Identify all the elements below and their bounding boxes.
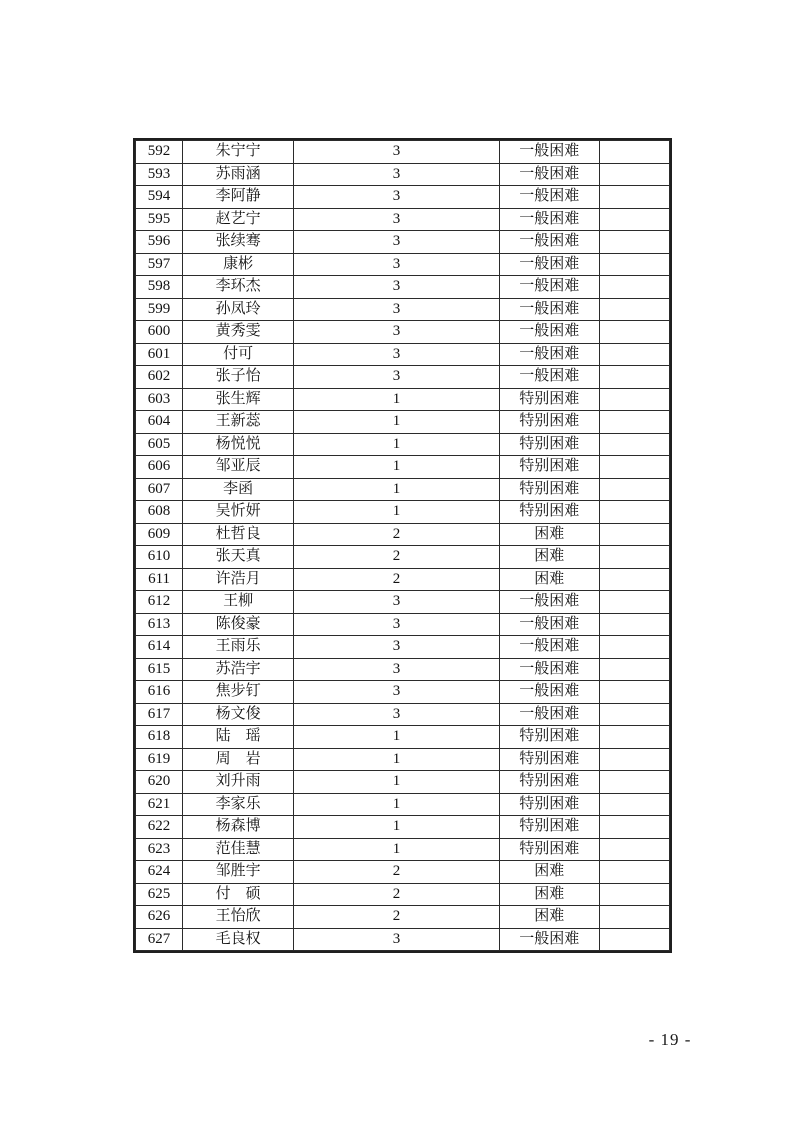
serial-cell: 620 <box>136 771 183 794</box>
name-cell: 张续骞 <box>183 231 294 254</box>
name-cell: 焦步钉 <box>183 681 294 704</box>
serial-cell: 597 <box>136 253 183 276</box>
roster-table-container <box>133 138 672 953</box>
roster-table <box>135 140 670 951</box>
serial-cell: 605 <box>136 433 183 456</box>
serial-cell: 606 <box>136 456 183 479</box>
difficulty-cell: 特别困难 <box>499 793 599 816</box>
code-cell: 3 <box>294 186 499 209</box>
difficulty-cell: 特别困难 <box>499 388 599 411</box>
difficulty-cell: 特别困难 <box>499 816 599 839</box>
remark-cell <box>599 186 669 209</box>
remark-cell <box>599 276 669 299</box>
serial-cell: 624 <box>136 861 183 884</box>
serial-cell: 599 <box>136 298 183 321</box>
name-cell: 李环杰 <box>183 276 294 299</box>
name-cell: 朱宁宁 <box>183 141 294 164</box>
serial-cell: 598 <box>136 276 183 299</box>
serial-cell: 615 <box>136 658 183 681</box>
table-row <box>136 703 670 726</box>
remark-cell <box>599 771 669 794</box>
name-cell: 范佳慧 <box>183 838 294 861</box>
serial-cell: 619 <box>136 748 183 771</box>
serial-cell: 604 <box>136 411 183 434</box>
serial-cell: 626 <box>136 906 183 929</box>
code-cell: 3 <box>294 366 499 389</box>
code-cell: 2 <box>294 861 499 884</box>
table-row <box>136 321 670 344</box>
remark-cell <box>599 726 669 749</box>
table-row <box>136 366 670 389</box>
table-row <box>136 456 670 479</box>
table-row <box>136 613 670 636</box>
code-cell: 3 <box>294 141 499 164</box>
code-cell: 3 <box>294 613 499 636</box>
table-row <box>136 208 670 231</box>
table-row <box>136 658 670 681</box>
difficulty-cell: 困难 <box>499 523 599 546</box>
difficulty-cell: 特别困难 <box>499 478 599 501</box>
table-row <box>136 186 670 209</box>
table-row <box>136 231 670 254</box>
difficulty-cell: 一般困难 <box>499 366 599 389</box>
table-row <box>136 816 670 839</box>
name-cell: 王雨乐 <box>183 636 294 659</box>
name-cell: 杨森博 <box>183 816 294 839</box>
remark-cell <box>599 793 669 816</box>
table-row <box>136 636 670 659</box>
table-row <box>136 433 670 456</box>
remark-cell <box>599 591 669 614</box>
remark-cell <box>599 163 669 186</box>
remark-cell <box>599 366 669 389</box>
table-row <box>136 591 670 614</box>
difficulty-cell: 一般困难 <box>499 186 599 209</box>
remark-cell <box>599 321 669 344</box>
code-cell: 3 <box>294 208 499 231</box>
table-row <box>136 568 670 591</box>
serial-cell: 621 <box>136 793 183 816</box>
difficulty-cell: 困难 <box>499 861 599 884</box>
remark-cell <box>599 388 669 411</box>
serial-cell: 625 <box>136 883 183 906</box>
table-row <box>136 523 670 546</box>
difficulty-cell: 一般困难 <box>499 163 599 186</box>
difficulty-cell: 一般困难 <box>499 591 599 614</box>
code-cell: 1 <box>294 838 499 861</box>
code-cell: 1 <box>294 793 499 816</box>
difficulty-cell: 特别困难 <box>499 838 599 861</box>
serial-cell: 607 <box>136 478 183 501</box>
remark-cell <box>599 658 669 681</box>
difficulty-cell: 困难 <box>499 906 599 929</box>
difficulty-cell: 特别困难 <box>499 456 599 479</box>
serial-cell: 612 <box>136 591 183 614</box>
table-row <box>136 478 670 501</box>
table-row <box>136 771 670 794</box>
name-cell: 苏浩宇 <box>183 658 294 681</box>
remark-cell <box>599 883 669 906</box>
remark-cell <box>599 456 669 479</box>
name-cell: 吴忻妍 <box>183 501 294 524</box>
roster-table-body <box>136 141 670 951</box>
serial-cell: 608 <box>136 501 183 524</box>
code-cell: 2 <box>294 568 499 591</box>
table-row <box>136 681 670 704</box>
remark-cell <box>599 568 669 591</box>
difficulty-cell: 一般困难 <box>499 928 599 951</box>
serial-cell: 609 <box>136 523 183 546</box>
table-row <box>136 343 670 366</box>
serial-cell: 613 <box>136 613 183 636</box>
table-row <box>136 793 670 816</box>
serial-cell: 614 <box>136 636 183 659</box>
name-cell: 赵艺宁 <box>183 208 294 231</box>
remark-cell <box>599 613 669 636</box>
name-cell: 邹亚辰 <box>183 456 294 479</box>
table-row <box>136 411 670 434</box>
remark-cell <box>599 208 669 231</box>
difficulty-cell: 一般困难 <box>499 208 599 231</box>
difficulty-cell: 一般困难 <box>499 231 599 254</box>
code-cell: 3 <box>294 343 499 366</box>
remark-cell <box>599 906 669 929</box>
code-cell: 3 <box>294 928 499 951</box>
difficulty-cell: 特别困难 <box>499 501 599 524</box>
table-row <box>136 883 670 906</box>
code-cell: 1 <box>294 411 499 434</box>
code-cell: 2 <box>294 883 499 906</box>
remark-cell <box>599 861 669 884</box>
code-cell: 3 <box>294 231 499 254</box>
code-cell: 1 <box>294 748 499 771</box>
difficulty-cell: 一般困难 <box>499 321 599 344</box>
name-cell: 张天真 <box>183 546 294 569</box>
name-cell: 李函 <box>183 478 294 501</box>
remark-cell <box>599 748 669 771</box>
serial-cell: 603 <box>136 388 183 411</box>
difficulty-cell: 一般困难 <box>499 253 599 276</box>
difficulty-cell: 一般困难 <box>499 298 599 321</box>
table-row <box>136 253 670 276</box>
serial-cell: 622 <box>136 816 183 839</box>
code-cell: 2 <box>294 906 499 929</box>
code-cell: 1 <box>294 456 499 479</box>
serial-cell: 601 <box>136 343 183 366</box>
code-cell: 3 <box>294 591 499 614</box>
difficulty-cell: 特别困难 <box>499 433 599 456</box>
table-row <box>136 928 670 951</box>
table-row <box>136 906 670 929</box>
difficulty-cell: 一般困难 <box>499 141 599 164</box>
difficulty-cell: 困难 <box>499 568 599 591</box>
code-cell: 1 <box>294 433 499 456</box>
name-cell: 刘升雨 <box>183 771 294 794</box>
remark-cell <box>599 816 669 839</box>
remark-cell <box>599 231 669 254</box>
difficulty-cell: 特别困难 <box>499 726 599 749</box>
name-cell: 邹胜宇 <box>183 861 294 884</box>
difficulty-cell: 特别困难 <box>499 771 599 794</box>
table-row <box>136 163 670 186</box>
serial-cell: 623 <box>136 838 183 861</box>
table-row <box>136 298 670 321</box>
name-cell: 李阿静 <box>183 186 294 209</box>
table-row <box>136 726 670 749</box>
name-cell: 付 硕 <box>183 883 294 906</box>
remark-cell <box>599 681 669 704</box>
table-row <box>136 501 670 524</box>
serial-cell: 617 <box>136 703 183 726</box>
name-cell: 杨悦悦 <box>183 433 294 456</box>
name-cell: 张生辉 <box>183 388 294 411</box>
remark-cell <box>599 343 669 366</box>
name-cell: 王怡欣 <box>183 906 294 929</box>
serial-cell: 593 <box>136 163 183 186</box>
remark-cell <box>599 523 669 546</box>
table-row <box>136 838 670 861</box>
code-cell: 1 <box>294 388 499 411</box>
difficulty-cell: 一般困难 <box>499 343 599 366</box>
name-cell: 张子怡 <box>183 366 294 389</box>
name-cell: 康彬 <box>183 253 294 276</box>
name-cell: 陆 瑶 <box>183 726 294 749</box>
code-cell: 3 <box>294 276 499 299</box>
code-cell: 1 <box>294 726 499 749</box>
serial-cell: 618 <box>136 726 183 749</box>
difficulty-cell: 特别困难 <box>499 748 599 771</box>
code-cell: 3 <box>294 253 499 276</box>
code-cell: 3 <box>294 163 499 186</box>
remark-cell <box>599 703 669 726</box>
remark-cell <box>599 501 669 524</box>
remark-cell <box>599 636 669 659</box>
name-cell: 杨文俊 <box>183 703 294 726</box>
serial-cell: 592 <box>136 141 183 164</box>
name-cell: 付可 <box>183 343 294 366</box>
name-cell: 苏雨涵 <box>183 163 294 186</box>
table-row <box>136 861 670 884</box>
difficulty-cell: 一般困难 <box>499 613 599 636</box>
name-cell: 王新蕊 <box>183 411 294 434</box>
code-cell: 2 <box>294 546 499 569</box>
table-row <box>136 546 670 569</box>
remark-cell <box>599 478 669 501</box>
difficulty-cell: 一般困难 <box>499 658 599 681</box>
code-cell: 3 <box>294 321 499 344</box>
table-row <box>136 276 670 299</box>
remark-cell <box>599 411 669 434</box>
serial-cell: 600 <box>136 321 183 344</box>
code-cell: 3 <box>294 298 499 321</box>
serial-cell: 616 <box>136 681 183 704</box>
remark-cell <box>599 298 669 321</box>
code-cell: 2 <box>294 523 499 546</box>
difficulty-cell: 一般困难 <box>499 276 599 299</box>
code-cell: 1 <box>294 478 499 501</box>
name-cell: 李家乐 <box>183 793 294 816</box>
table-row <box>136 141 670 164</box>
code-cell: 3 <box>294 636 499 659</box>
difficulty-cell: 一般困难 <box>499 681 599 704</box>
code-cell: 3 <box>294 681 499 704</box>
name-cell: 杜哲良 <box>183 523 294 546</box>
difficulty-cell: 特别困难 <box>499 411 599 434</box>
difficulty-cell: 一般困难 <box>499 703 599 726</box>
name-cell: 黄秀雯 <box>183 321 294 344</box>
code-cell: 1 <box>294 771 499 794</box>
serial-cell: 611 <box>136 568 183 591</box>
remark-cell <box>599 546 669 569</box>
difficulty-cell: 困难 <box>499 883 599 906</box>
serial-cell: 627 <box>136 928 183 951</box>
name-cell: 周 岩 <box>183 748 294 771</box>
name-cell: 许浩月 <box>183 568 294 591</box>
code-cell: 1 <box>294 501 499 524</box>
name-cell: 陈俊豪 <box>183 613 294 636</box>
serial-cell: 595 <box>136 208 183 231</box>
name-cell: 毛良权 <box>183 928 294 951</box>
code-cell: 3 <box>294 658 499 681</box>
difficulty-cell: 一般困难 <box>499 636 599 659</box>
remark-cell <box>599 141 669 164</box>
remark-cell <box>599 838 669 861</box>
table-row <box>136 388 670 411</box>
name-cell: 王柳 <box>183 591 294 614</box>
table-row <box>136 748 670 771</box>
code-cell: 1 <box>294 816 499 839</box>
serial-cell: 594 <box>136 186 183 209</box>
serial-cell: 596 <box>136 231 183 254</box>
serial-cell: 602 <box>136 366 183 389</box>
page-number: - 19 - <box>648 1030 692 1049</box>
remark-cell <box>599 253 669 276</box>
remark-cell <box>599 928 669 951</box>
code-cell: 3 <box>294 703 499 726</box>
difficulty-cell: 困难 <box>499 546 599 569</box>
name-cell: 孙凤玲 <box>183 298 294 321</box>
remark-cell <box>599 433 669 456</box>
serial-cell: 610 <box>136 546 183 569</box>
